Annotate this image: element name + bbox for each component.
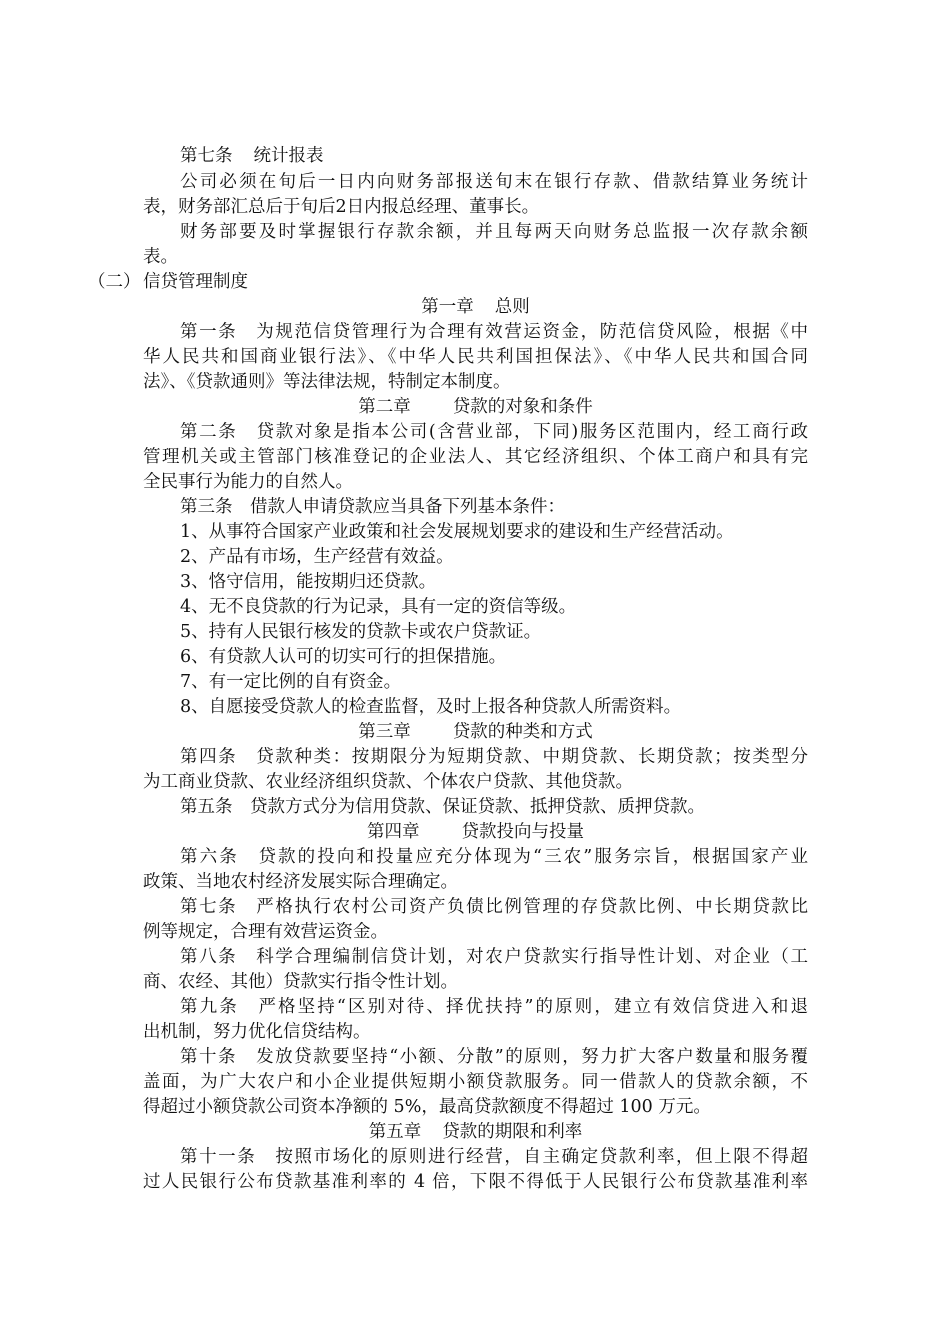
paragraph-line: 法》、《贷款通则》等法律法规，特制定本制度。	[143, 372, 511, 392]
chapter-number: 第一章	[421, 297, 474, 317]
list-item: 6、有贷款人认可的切实可行的担保措施。	[180, 647, 507, 667]
paragraph-line: 第三条 借款人申请贷款应当具备下列基本条件：	[180, 497, 565, 517]
paragraph-line: 商、农经、其他）贷款实行指令性计划。	[143, 972, 458, 992]
paragraph-line: 为工商业贷款、农业经济组织贷款、个体农户贷款、其他贷款。	[143, 772, 633, 792]
paragraph-line: 表，财务部汇总后于旬后2日内报总经理、董事长。	[143, 197, 540, 217]
chapter-heading	[143, 1118, 808, 1146]
paragraph-line: 全民事行为能力的自然人。	[143, 472, 353, 492]
paragraph-line: 公司必须在旬后一日内向财务部报送旬末在银行存款、借款结算业务统计	[180, 172, 808, 192]
paragraph-line: 过人民银行公布贷款基准利率的 4 倍，下限不得低于人民银行公布贷款基准利率	[143, 1172, 808, 1192]
list-item: 5、持有人民银行核发的贷款卡或农户贷款证。	[180, 622, 542, 642]
article-title: 统计报表	[253, 146, 324, 166]
paragraph-line: 出机制，努力优化信贷结构。	[143, 1022, 371, 1042]
paragraph-line: 第八条 科学合理编制信贷计划，对农户贷款实行指导性计划、对企业（工	[180, 947, 808, 967]
section-title: 信贷管理制度	[143, 272, 248, 292]
chapter-number: 第五章	[368, 1122, 422, 1142]
chapter-heading	[143, 718, 808, 746]
list-item: 1、从事符合国家产业政策和社会发展规划要求的建设和生产经营活动。	[180, 522, 734, 542]
article-number: 第七条	[180, 146, 233, 166]
paragraph-line: 第七条 严格执行农村公司资产负债比例管理的存贷款比例、中长期贷款比	[180, 897, 808, 917]
chapter-heading	[143, 293, 808, 321]
paragraph-line: 第四条 贷款种类：按期限分为短期贷款、中期贷款、长期贷款；按类型分	[180, 747, 808, 767]
list-item: 4、无不良贷款的行为记录，具有一定的资信等级。	[180, 597, 577, 617]
paragraph-line: 第二条 贷款对象是指本公司(含营业部，下同)服务区范围内，经工商行政	[180, 422, 808, 442]
paragraph-line: 管理机关或主管部门核准登记的企业法人、其它经济组织、个体工商户和具有完	[143, 447, 808, 467]
chapter-title: 贷款的种类和方式	[452, 722, 593, 742]
section-marker: （二）	[88, 272, 141, 292]
paragraph-line: 第五条 贷款方式分为信用贷款、保证贷款、抵押贷款、质押贷款。	[180, 797, 705, 817]
paragraph-line: 例等规定，合理有效营运资金。	[143, 922, 388, 942]
chapter-heading	[143, 818, 808, 846]
chapter-number: 第三章	[358, 722, 411, 742]
paragraph-line: 第十一条 按照市场化的原则进行经营，自主确定贷款利率，但上限不得超	[180, 1147, 808, 1167]
list-item: 2、产品有市场，生产经营有效益。	[180, 547, 454, 567]
chapter-number: 第四章	[367, 822, 420, 842]
article-heading	[180, 142, 808, 170]
chapter-title: 总则	[494, 297, 530, 317]
chapter-title: 贷款投向与投量	[461, 822, 584, 842]
paragraph-line: 第十条 发放贷款要坚持“小额、分散”的原则，努力扩大客户数量和服务覆	[180, 1047, 808, 1067]
list-item: 3、恪守信用，能按期归还贷款。	[180, 572, 437, 592]
paragraph-line: 华人民共和国商业银行法》、《中华人民共利国担保法》、《中华人民共和国合同	[143, 347, 808, 367]
list-item: 7、有一定比例的自有资金。	[180, 672, 402, 692]
paragraph-line: 财务部要及时掌握银行存款余额，并且每两天向财务总监报一次存款余额	[180, 222, 808, 242]
chapter-number: 第二章	[358, 397, 411, 417]
chapter-heading	[143, 393, 808, 421]
paragraph-line: 第九条 严格坚持“区别对待、择优扶持”的原则，建立有效信贷进入和退	[180, 997, 808, 1017]
chapter-title: 贷款的期限和利率	[442, 1122, 583, 1142]
paragraph-line: 第一条 为规范信贷管理行为合理有效营运资金，防范信贷风险，根据《中	[180, 322, 808, 342]
chapter-title: 贷款的对象和条件	[452, 397, 593, 417]
paragraph-line: 政策、当地农村经济发展实际合理确定。	[143, 872, 458, 892]
paragraph-line: 盖面，为广大农户和小企业提供短期小额贷款服务。同一借款人的贷款余额，不	[143, 1072, 808, 1092]
paragraph-line: 得超过小额贷款公司资本净额的 5%，最高贷款额度不得超过 100 万元。	[143, 1097, 711, 1117]
list-item: 8、自愿接受贷款人的检查监督，及时上报各种贷款人所需资料。	[180, 697, 682, 717]
paragraph-line: 第六条 贷款的投向和投量应充分体现为“三农”服务宗旨，根据国家产业	[180, 847, 808, 867]
paragraph-line: 表。	[143, 247, 178, 267]
